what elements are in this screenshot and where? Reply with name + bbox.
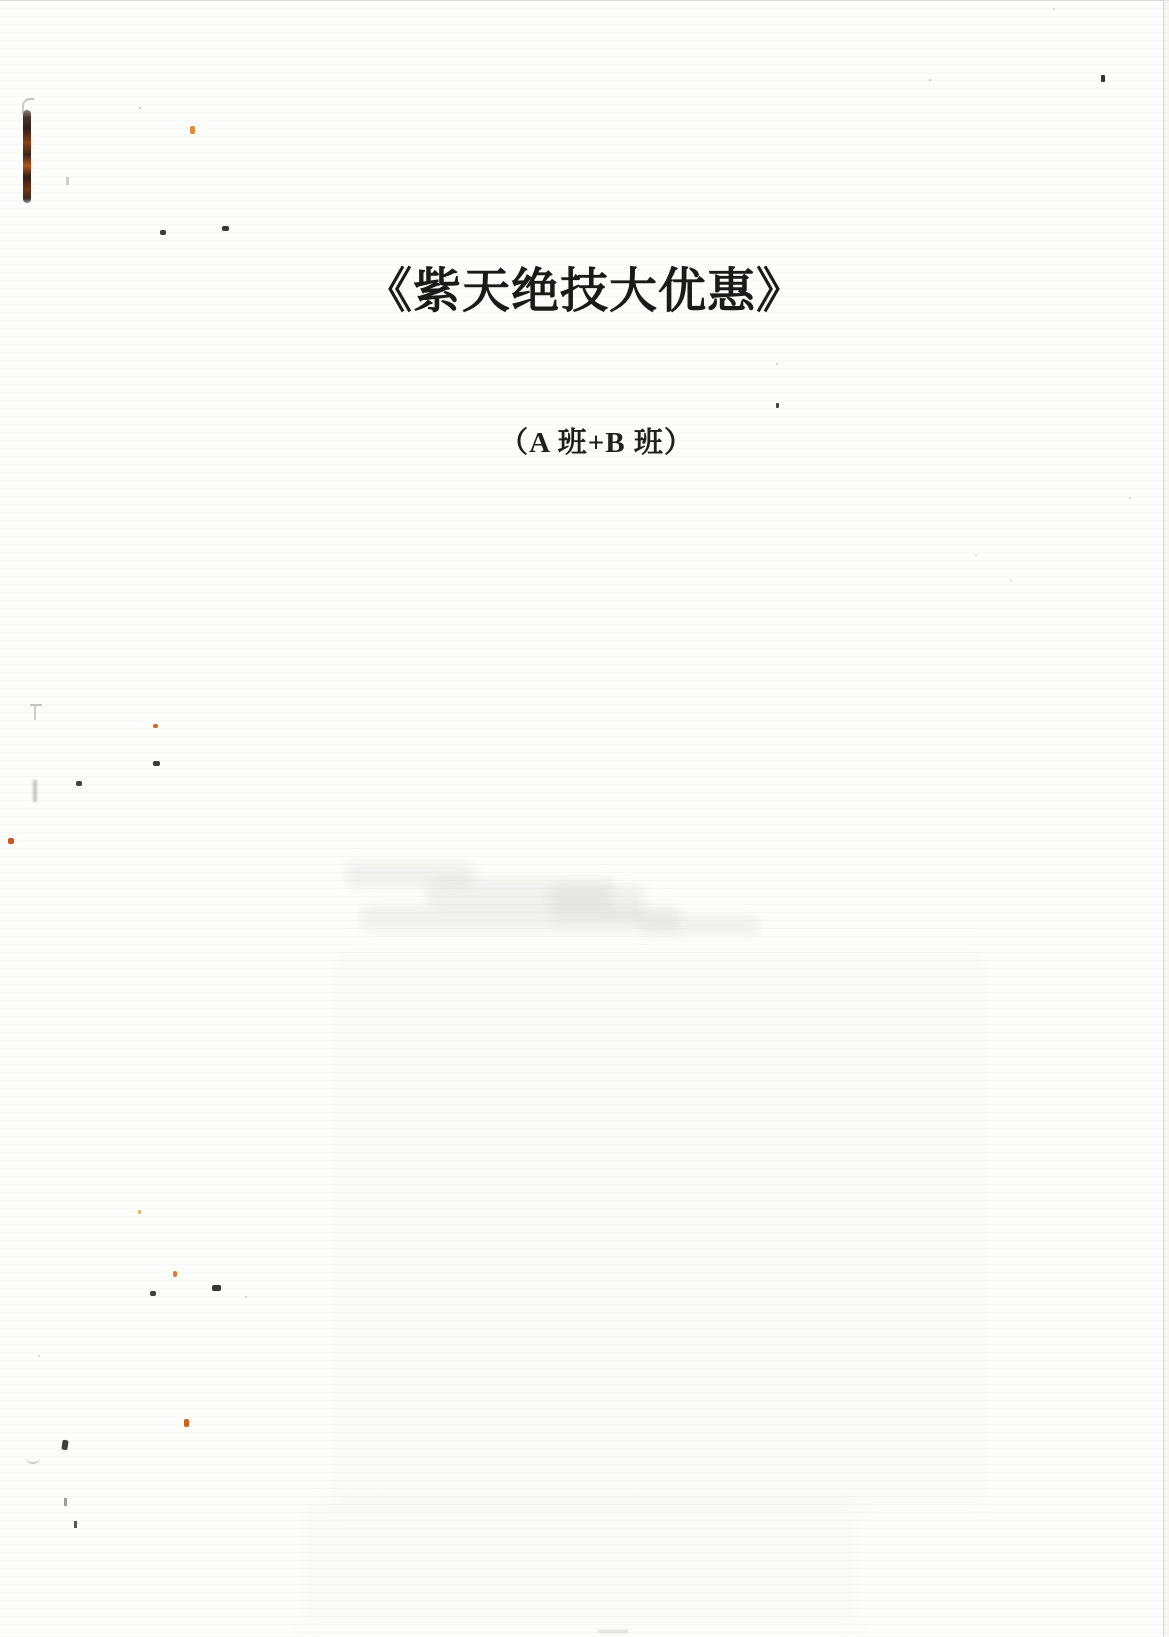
dark-speck	[61, 1440, 68, 1451]
scan-shading	[330, 950, 990, 1510]
dark-speck	[776, 403, 779, 408]
orange-speck	[8, 838, 14, 844]
dark-speck	[76, 781, 82, 786]
document-subtitle: （A 班+B 班）	[499, 427, 694, 459]
dark-speck	[1101, 75, 1105, 82]
scan-edge-top	[0, 0, 1169, 1]
scan-edge-right-strip	[1164, 0, 1169, 1637]
faint-mark	[26, 1452, 40, 1464]
scan-edge-right-line	[1163, 0, 1164, 1637]
orange-speck	[190, 126, 195, 134]
orange-speck	[153, 724, 158, 728]
faint-mark	[34, 706, 36, 720]
faint-mark	[33, 780, 37, 802]
orange-speck	[138, 1210, 141, 1214]
dark-speck	[64, 1498, 67, 1506]
dark-speck	[150, 1291, 156, 1296]
orange-speck	[173, 1271, 177, 1277]
dark-speck	[212, 1285, 221, 1291]
dark-speck	[153, 761, 160, 766]
faint-mark	[598, 1630, 628, 1633]
rust-stain-hook	[22, 98, 34, 114]
bleed-through-smudge	[640, 915, 760, 935]
rust-stain	[23, 110, 31, 203]
dark-speck	[74, 1521, 77, 1528]
bleed-through-smudge	[360, 905, 680, 931]
dark-speck	[222, 226, 229, 231]
dark-speck	[160, 230, 166, 235]
faint-mark	[66, 177, 69, 185]
scan-shading	[300, 1500, 860, 1630]
document-title: 《紫天绝技大优惠》	[363, 265, 805, 318]
faint-mark	[30, 704, 42, 706]
orange-speck	[184, 1419, 189, 1427]
